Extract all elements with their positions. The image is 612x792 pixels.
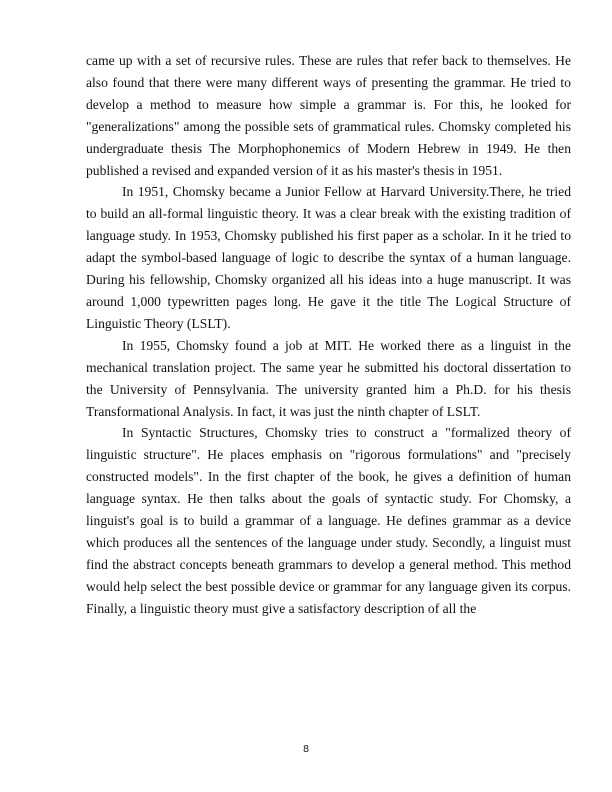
document-body	[86, 50, 571, 620]
paragraph-syntactic-structures: In Syntactic Structures, Chomsky tries to construct a "formalized theory of linguistic structure". He places emphasis on "rigorous formulations" and "precisely constructed models". In the first chapter of the book, he gives a definition of human language syntax. He then talks about the goals of syntactic study. For Chomsky, a linguist's goal is to build a grammar of a language. He defines grammar as a device which produces all the sentences of the language under study. Secondly, a linguist must find the abstract concepts beneath grammars to develop a general method. This method would help select the best possible device or grammar for any language given its corpus. Finally, a linguistic theory must give a satisfactory description of all the	[86, 425, 571, 616]
page-number: 8	[302, 744, 310, 755]
paragraph-continued: came up with a set of recursive rules. These are rules that refer back to themselves. He also found that there were many different ways of presenting the grammar. He tried to develop a method to measure how simple a grammar is. For this, he looked for "generalizations" among the possible sets of grammatical rules. Chomsky completed his undergraduate thesis The Morphophonemics of Modern Hebrew in 1949. He then published a revised and expanded version of it as his master's thesis in 1951.	[86, 53, 571, 178]
paragraph-mit-phd: In 1955, Chomsky found a job at MIT. He worked there as a linguist in the mechanical translation project. The same year he submitted his doctoral dissertation to the University of Pennsylvania. The university granted him a Ph.D. for his thesis Transformational Analysis. In fact, it was just the ninth chapter of LSLT.	[86, 337, 571, 419]
paragraph-harvard-fellowship: In 1951, Chomsky became a Junior Fellow at Harvard University.There, he tried to build an all-formal linguistic theory. It was a clear break with the existing tradition of language study. In 1953, Chomsky published his first paper as a scholar. In it he tried to adapt the symbol-based language of logic to describe the syntax of a human language. During his fellowship, Chomsky organized all his ideas into a huge manuscript. It was around 1,000 typewritten pages long. He gave it the title The Logical Structure of Linguistic Theory (LSLT).	[86, 184, 571, 331]
